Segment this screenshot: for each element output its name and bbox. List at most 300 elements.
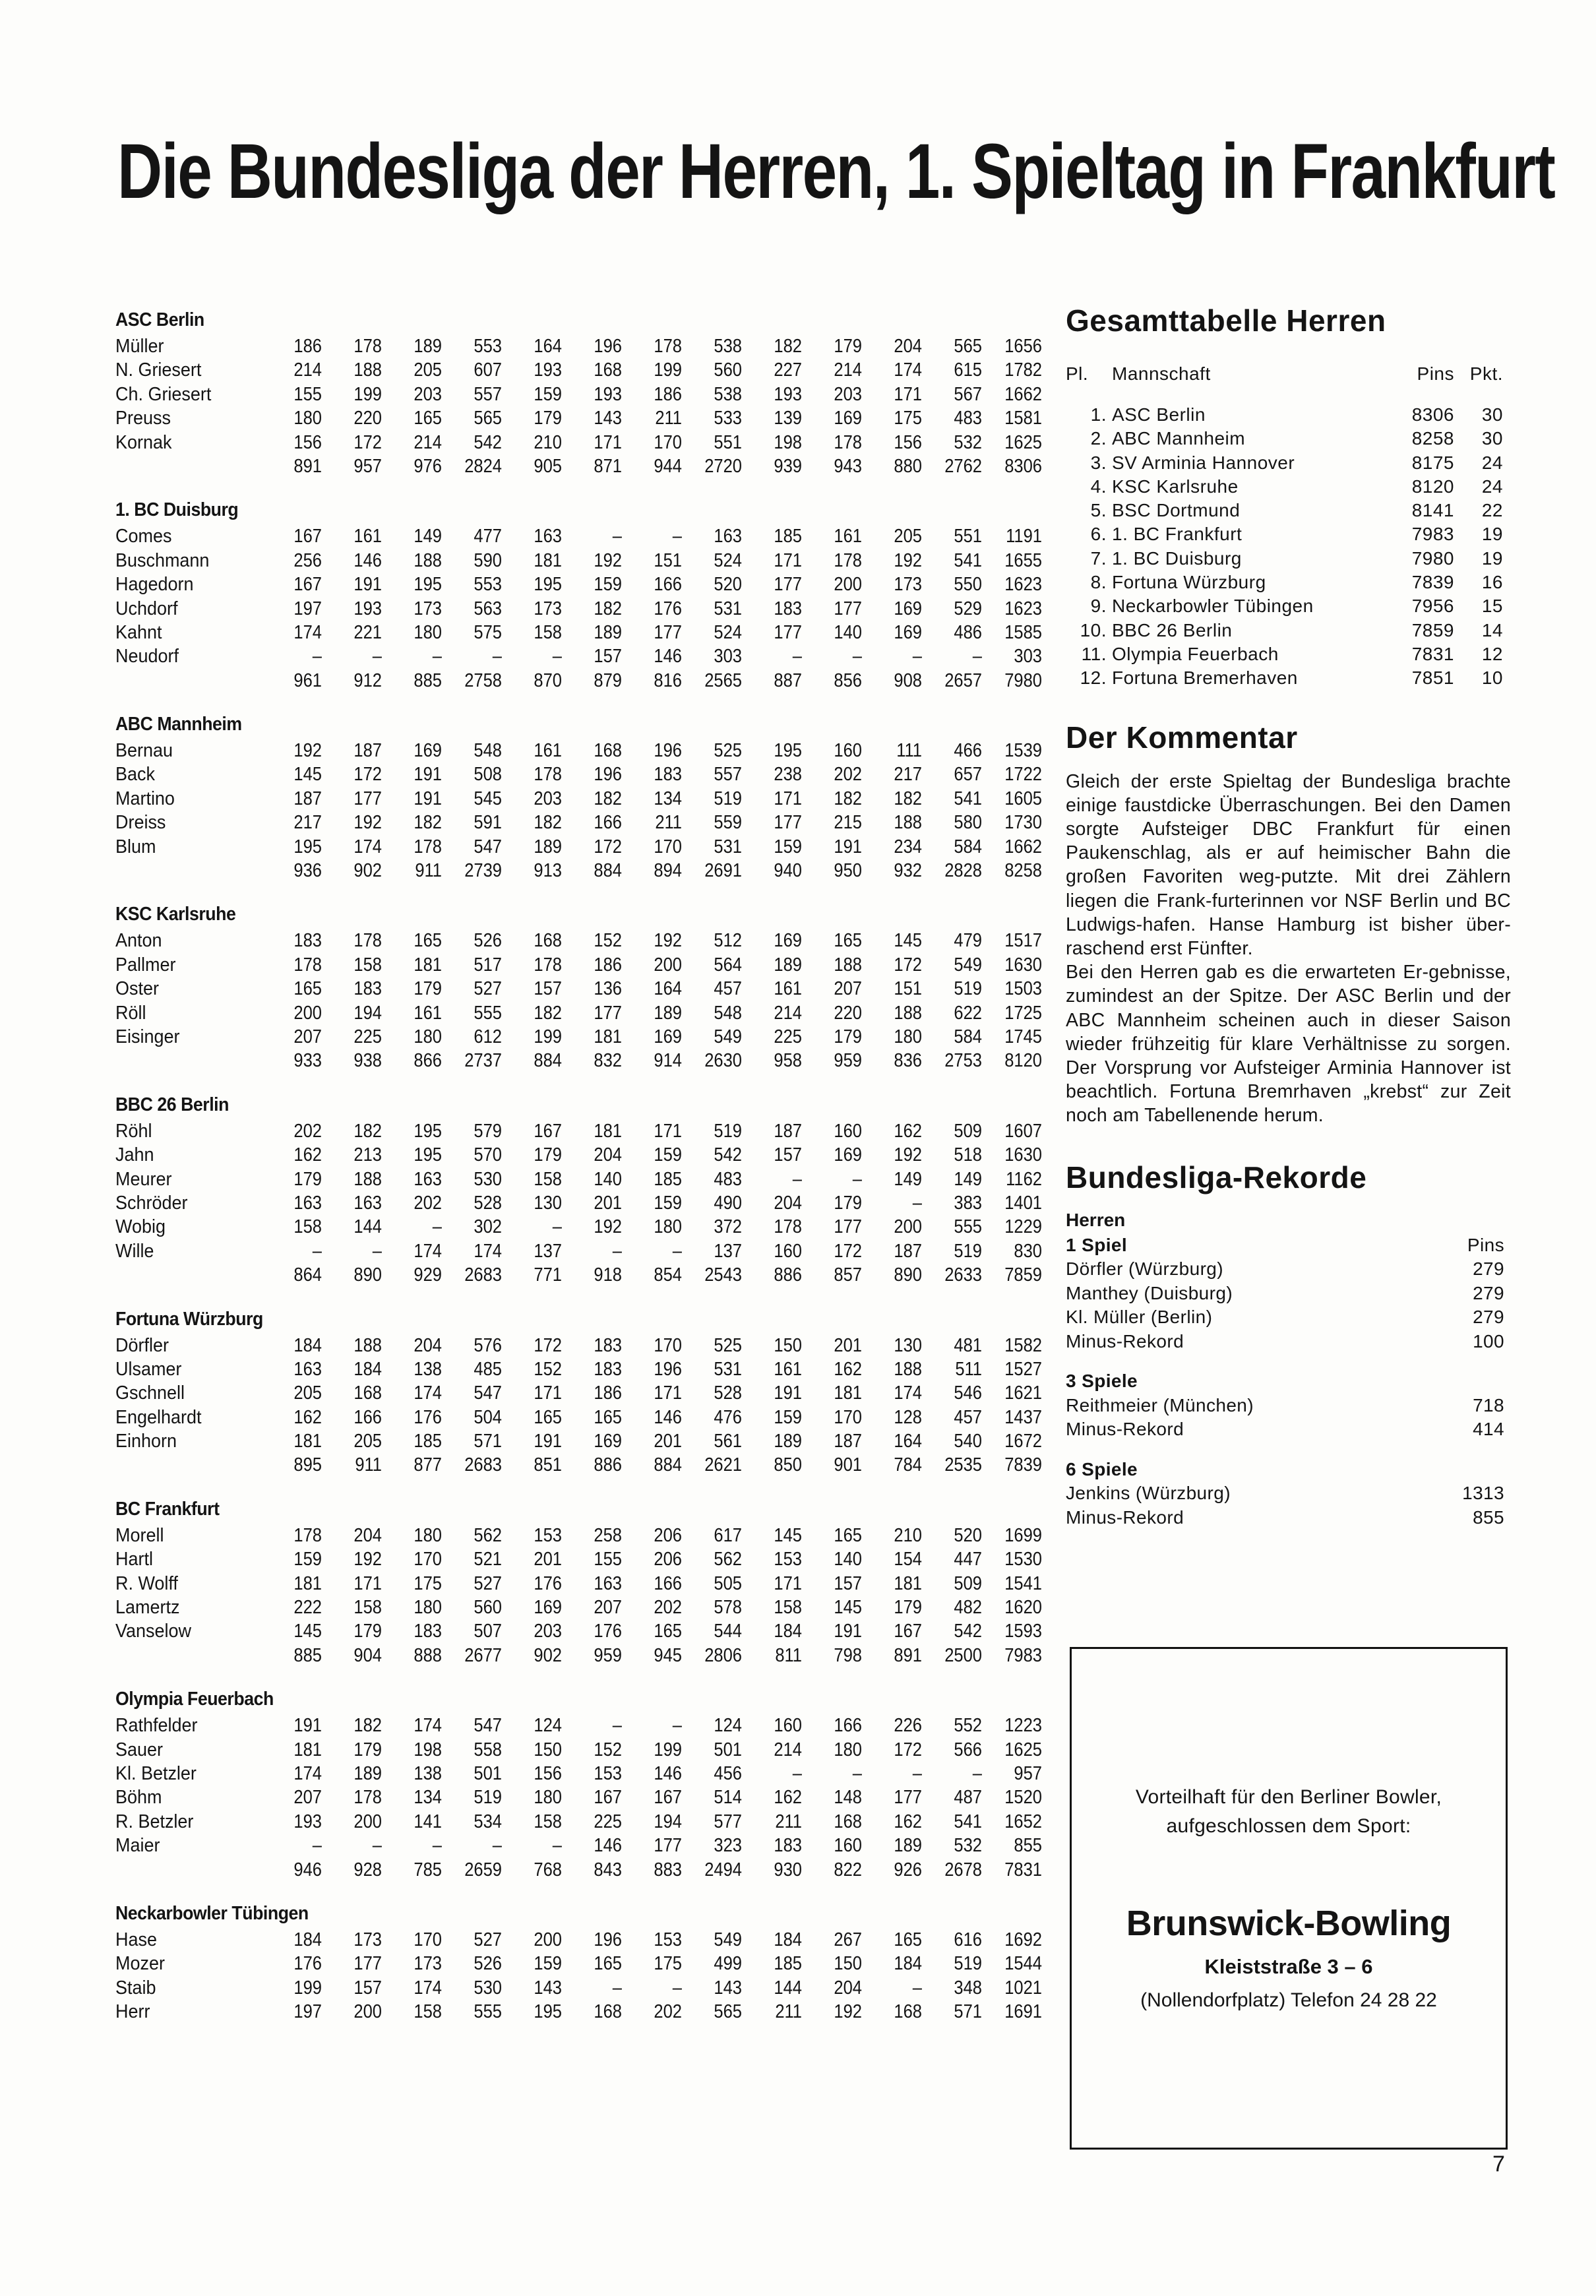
score-cell: 256 [293,549,322,571]
player-name: Röll [115,1002,146,1024]
player-name: Rathfelder [115,1715,198,1737]
standings-place: 5. [1090,500,1107,521]
score-cell: 541 [954,788,982,809]
total-cell: 856 [834,669,862,691]
score-cell: 169 [534,1597,562,1619]
total-cell: 2633 [944,1264,982,1286]
score-cell: 181 [414,954,442,976]
score-cell: 200 [534,1929,562,1950]
player-name: Röhl [115,1120,152,1142]
player-name: Bernau [115,740,173,762]
score-cell: 157 [594,646,622,667]
score-cell: 178 [534,954,562,976]
score-cell: 192 [353,1549,382,1570]
score-cell: 128 [894,1406,922,1428]
score-cell: 238 [774,764,802,786]
score-cell: 160 [834,1120,862,1142]
score-cell: 146 [654,1406,682,1428]
total-cell: 2806 [704,1644,742,1666]
total-cell: 894 [654,860,682,882]
score-cell: 584 [954,1026,982,1047]
score-cell: – [612,1240,622,1262]
total-cell: 945 [654,1644,682,1666]
records-group [1066,1458,1511,1530]
score-cell: 202 [654,2001,682,2023]
score-cell: 194 [654,1811,682,1832]
player-name: Schröder [115,1192,188,1214]
score-cell: 196 [654,740,682,762]
player-name: Martino [115,788,175,809]
score-cell: 203 [534,788,562,809]
score-cell: – [672,1240,682,1262]
team-total-row [115,1644,1042,1667]
total-cell: 2565 [704,669,742,691]
score-cell: 1672 [1004,1431,1042,1452]
score-cell: 177 [774,574,802,596]
score-cell: – [912,1762,922,1784]
score-cell: 187 [834,1431,862,1452]
score-cell: 181 [594,1026,622,1047]
score-cell: 179 [834,1192,862,1214]
score-cell: 201 [654,1431,682,1452]
score-cell: 505 [714,1572,742,1594]
score-cell: – [432,1835,442,1857]
score-cell: 188 [353,1334,382,1356]
record-holder: Dörfler (Würzburg) [1066,1258,1224,1280]
records-title: Bundesliga-Rekorde [1066,1160,1367,1195]
score-cell: 145 [834,1597,862,1619]
team-name: ABC Mannheim [115,714,242,735]
score-cell: 166 [834,1715,862,1737]
score-cell: 557 [474,383,502,405]
standings-place: 4. [1090,476,1107,497]
score-cell: 1520 [1004,1787,1042,1809]
score-cell: 1544 [1004,1953,1042,1975]
score-cell: 167 [594,1787,622,1809]
score-cell: 1623 [1004,598,1042,619]
score-cell: 207 [293,1026,322,1047]
score-cell: 184 [774,1621,802,1642]
score-cell: – [612,526,622,547]
total-cell: 785 [414,1859,442,1880]
score-cell: 170 [654,1334,682,1356]
total-cell: 880 [894,455,922,477]
score-cell: 188 [353,359,382,381]
score-cell: 191 [353,574,382,596]
score-cell: 215 [834,812,862,834]
total-label [115,1453,251,1477]
score-cell: 173 [414,598,442,619]
total-cell: 886 [774,1264,802,1286]
player-row [115,1524,1042,1547]
score-cell: 180 [293,408,322,429]
total-cell: 959 [594,1644,622,1666]
score-cell: 180 [414,621,442,643]
score-cell: 195 [414,1120,442,1142]
player-name: Ch. Griesert [115,383,212,405]
score-cell: 171 [594,431,622,453]
standings-points: 30 [1481,428,1503,449]
score-cell: 530 [474,1977,502,1999]
score-cell: 184 [894,1953,922,1975]
score-cell: 482 [954,1597,982,1619]
score-cell: 184 [293,1929,322,1950]
score-cell: 161 [774,978,802,1000]
score-cell: 622 [954,1002,982,1024]
score-cell: 180 [414,1597,442,1619]
standings-points: 15 [1481,596,1503,617]
standings-points: 10 [1481,667,1503,689]
standings-header [1066,359,1511,388]
score-cell: 182 [353,1120,382,1142]
standings-team: ASC Berlin [1112,404,1206,425]
score-cell: 195 [774,740,802,762]
score-cell: 184 [293,1334,322,1356]
page-number: 7 [1492,2152,1505,2177]
total-cell: 939 [774,455,802,477]
score-cell: 195 [414,574,442,596]
score-cell: 193 [353,598,382,619]
score-cell: 205 [353,1431,382,1452]
score-cell: 143 [714,1977,742,1999]
ad-line-2: aufgeschlossen dem Sport: [1166,1815,1411,1837]
score-cell: 183 [594,1358,622,1380]
player-name: Oster [115,978,159,1000]
total-cell: 890 [894,1264,922,1286]
score-cell: 165 [834,930,862,952]
score-cell: 146 [654,646,682,667]
score-cell: 547 [474,1382,502,1404]
score-cell: 149 [894,1168,922,1190]
score-cell: 165 [414,930,442,952]
score-cell: 566 [954,1739,982,1760]
score-cell: 519 [714,788,742,809]
score-cell: 193 [534,359,562,381]
score-cell: 164 [654,978,682,1000]
score-cell: 182 [834,788,862,809]
ad-brand: Brunswick-Bowling [1126,1904,1452,1943]
score-cell: 193 [293,1811,322,1832]
total-cell: 911 [355,1454,382,1476]
score-cell: 153 [594,1762,622,1784]
score-cell: 151 [894,978,922,1000]
score-cell: 159 [654,1192,682,1214]
score-cell: – [372,646,382,667]
team-block [115,1495,1042,1667]
score-cell: 562 [474,1524,502,1546]
score-cell: 164 [894,1431,922,1452]
player-row [115,1001,1042,1025]
score-cell: 165 [594,1406,622,1428]
score-cell: 1517 [1004,930,1042,952]
score-cell: – [312,1835,322,1857]
player-row [115,1714,1042,1737]
score-cell: 169 [894,598,922,619]
score-cell: 533 [714,408,742,429]
score-cell: 205 [293,1382,322,1404]
score-cell: 1437 [1004,1406,1042,1428]
score-cell: 178 [293,1524,322,1546]
score-cell: 201 [594,1192,622,1214]
score-cell: 1730 [1004,812,1042,834]
score-cell: 191 [414,764,442,786]
score-cell: 179 [353,1739,382,1760]
score-cell: – [372,1835,382,1857]
page-title: Die Bundesliga der Herren, 1. Spieltag in Frankfurt [117,128,1555,215]
score-cell: 199 [654,1739,682,1760]
score-cell: – [312,1240,322,1262]
score-cell: – [612,1977,622,1999]
standings-row [1066,499,1511,522]
score-cell: 514 [714,1787,742,1809]
total-cell: 905 [534,455,562,477]
team-block [115,1090,1042,1288]
standings-place: 9. [1090,596,1107,617]
score-cell: 180 [414,1524,442,1546]
total-cell: 886 [594,1454,622,1476]
score-cell: – [672,526,682,547]
score-cell: 191 [293,1715,322,1737]
score-cell: 527 [474,1929,502,1950]
score-cell: 195 [534,574,562,596]
team-block [115,1899,1042,2024]
standings-row [1066,403,1511,427]
score-cell: 192 [293,740,322,762]
total-cell: 912 [353,669,382,691]
score-cell: 524 [714,621,742,643]
score-cell: 161 [834,526,862,547]
score-cell: 165 [654,1621,682,1642]
score-cell: 161 [534,740,562,762]
score-cell: 179 [834,336,862,357]
score-cell: 130 [534,1192,562,1214]
player-name: Jahn [115,1144,154,1166]
score-cell: 176 [654,598,682,619]
score-cell: 519 [954,978,982,1000]
score-cell: 1662 [1004,836,1042,857]
score-cell: 207 [594,1597,622,1619]
player-name: Engelhardt [115,1406,202,1428]
player-row [115,811,1042,834]
score-cell: 521 [474,1549,502,1570]
standings-points: 14 [1481,619,1503,640]
records-entry [1066,1330,1511,1354]
score-cell: 165 [414,408,442,429]
score-cell: – [912,1977,922,1999]
standings-pins: 7859 [1411,619,1454,640]
score-cell: 180 [534,1787,562,1809]
record-holder: Minus-Rekord [1066,1330,1184,1351]
standings-points: 19 [1481,524,1503,545]
score-cell: 176 [594,1621,622,1642]
score-cell: 487 [954,1787,982,1809]
team-name: Fortuna Würzburg [115,1308,263,1330]
score-cell: 181 [293,1431,322,1452]
score-cell: 192 [594,549,622,571]
score-cell: 547 [474,836,502,857]
total-cell: 883 [654,1859,682,1880]
player-name: Kahnt [115,621,162,643]
score-cell: 149 [414,526,442,547]
score-cell: 181 [834,1382,862,1404]
score-cell: 541 [954,1811,982,1832]
score-cell: 181 [534,549,562,571]
score-cell: 372 [714,1216,742,1238]
score-cell: – [312,646,322,667]
standings-pins: 7983 [1411,524,1454,545]
score-cell: – [432,1216,442,1238]
score-cell: 163 [534,526,562,547]
score-cell: 144 [774,1977,802,1999]
total-cell: 946 [293,1859,322,1880]
score-cell: – [552,646,562,667]
score-cell: – [972,1762,982,1784]
player-name: Hartl [115,1549,153,1570]
score-cell: 191 [534,1431,562,1452]
score-cell: 179 [293,1168,322,1190]
total-cell: 961 [293,669,322,691]
total-cell: 2678 [944,1859,982,1880]
score-cell: 196 [594,336,622,357]
score-cell: 538 [714,336,742,357]
total-cell: 2683 [464,1264,502,1286]
total-cell: 798 [834,1644,862,1666]
score-cell: 174 [894,1382,922,1404]
score-cell: 1581 [1004,408,1042,429]
score-cell: 191 [834,1621,862,1642]
header-points: Pkt. [1469,363,1503,384]
score-cell: 152 [534,1358,562,1380]
team-name: KSC Karlsruhe [115,904,236,925]
score-cell: 178 [293,954,322,976]
score-cell: 178 [834,549,862,571]
score-cell: 174 [474,1240,502,1262]
score-cell: 177 [353,788,382,809]
record-holder: Minus-Rekord [1066,1419,1184,1440]
score-cell: 204 [414,1334,442,1356]
score-cell: 180 [414,1026,442,1047]
score-cell: 189 [534,836,562,857]
score-cell: 188 [834,954,862,976]
total-cell: 866 [414,1050,442,1072]
score-cell: – [792,646,802,667]
score-cell: 134 [654,788,682,809]
score-cell: 527 [474,978,502,1000]
player-name: R. Wolff [115,1572,178,1594]
score-cell: 226 [894,1715,922,1737]
score-cell: 557 [714,764,742,786]
score-cell: 140 [594,1168,622,1190]
score-cell: 182 [534,1002,562,1024]
score-cell: 189 [654,1002,682,1024]
team-name: BBC 26 Berlin [115,1094,229,1115]
score-cell: 161 [414,1002,442,1024]
score-cell: 179 [834,1026,862,1047]
score-cell: 178 [534,764,562,786]
score-cell: 158 [774,1597,802,1619]
total-label [115,859,251,883]
score-cell: 211 [775,2001,802,2023]
score-cell: 1745 [1004,1026,1042,1047]
score-cell: 165 [534,1406,562,1428]
score-cell: 483 [954,408,982,429]
score-cell: 169 [774,930,802,952]
score-cell: 199 [353,383,382,405]
score-cell: 508 [474,764,502,786]
score-cell: 615 [954,359,982,381]
total-label [115,454,251,478]
score-cell: 163 [594,1572,622,1594]
score-cell: 150 [534,1739,562,1760]
score-cell: 1223 [1004,1715,1042,1737]
score-cell: 189 [774,954,802,976]
records-entry [1066,1506,1511,1530]
records-group [1066,1369,1511,1442]
score-cell: 200 [654,954,682,976]
score-cell: 195 [293,836,322,857]
score-cell: 1725 [1004,1002,1042,1024]
total-cell: 2500 [944,1644,982,1666]
score-cell: 519 [474,1787,502,1809]
player-row [115,1239,1042,1263]
score-cell: 186 [654,383,682,405]
player-row [115,1167,1042,1191]
player-row [115,1119,1042,1143]
score-cell: 549 [714,1929,742,1950]
standings-team: 1. BC Duisburg [1112,547,1242,569]
score-cell: 348 [954,1977,982,1999]
record-holder: Minus-Rekord [1066,1506,1184,1528]
score-cell: 166 [654,1572,682,1594]
player-row [115,1619,1042,1643]
player-name: Preuss [115,408,171,429]
score-cell: 220 [834,1002,862,1024]
score-cell: 507 [474,1621,502,1642]
record-pins: 279 [1473,1258,1504,1280]
total-cell: 884 [654,1454,682,1476]
header-team: Mannschaft [1112,363,1211,384]
standings-row [1066,571,1511,594]
score-cell: 204 [353,1524,382,1546]
standings-list [1066,403,1511,691]
score-cell: 562 [714,1549,742,1570]
team-total-row [115,454,1042,478]
score-cell: 163 [414,1168,442,1190]
player-name: Wobig [115,1216,166,1238]
score-cell: 481 [954,1334,982,1356]
total-cell: 836 [894,1050,922,1072]
commentary-title: Der Kommentar [1066,720,1298,755]
total-cell: 784 [894,1454,922,1476]
score-cell: 134 [414,1787,442,1809]
score-cell: 176 [293,1953,322,1975]
player-row [115,1596,1042,1619]
team-block [115,900,1042,1072]
team-name: 1. BC Duisburg [115,499,239,521]
total-cell: 891 [293,455,322,477]
player-name: Sauer [115,1739,163,1760]
score-cell: 168 [834,1811,862,1832]
score-cell: 217 [894,764,922,786]
score-cell: 178 [834,431,862,453]
score-cell: 183 [654,764,682,786]
total-cell: 901 [834,1454,862,1476]
score-cell: 162 [293,1406,322,1428]
score-cell: 200 [834,574,862,596]
record-pins: 718 [1473,1394,1504,1415]
score-cell: 138 [414,1762,442,1784]
score-cell: 146 [654,1762,682,1784]
